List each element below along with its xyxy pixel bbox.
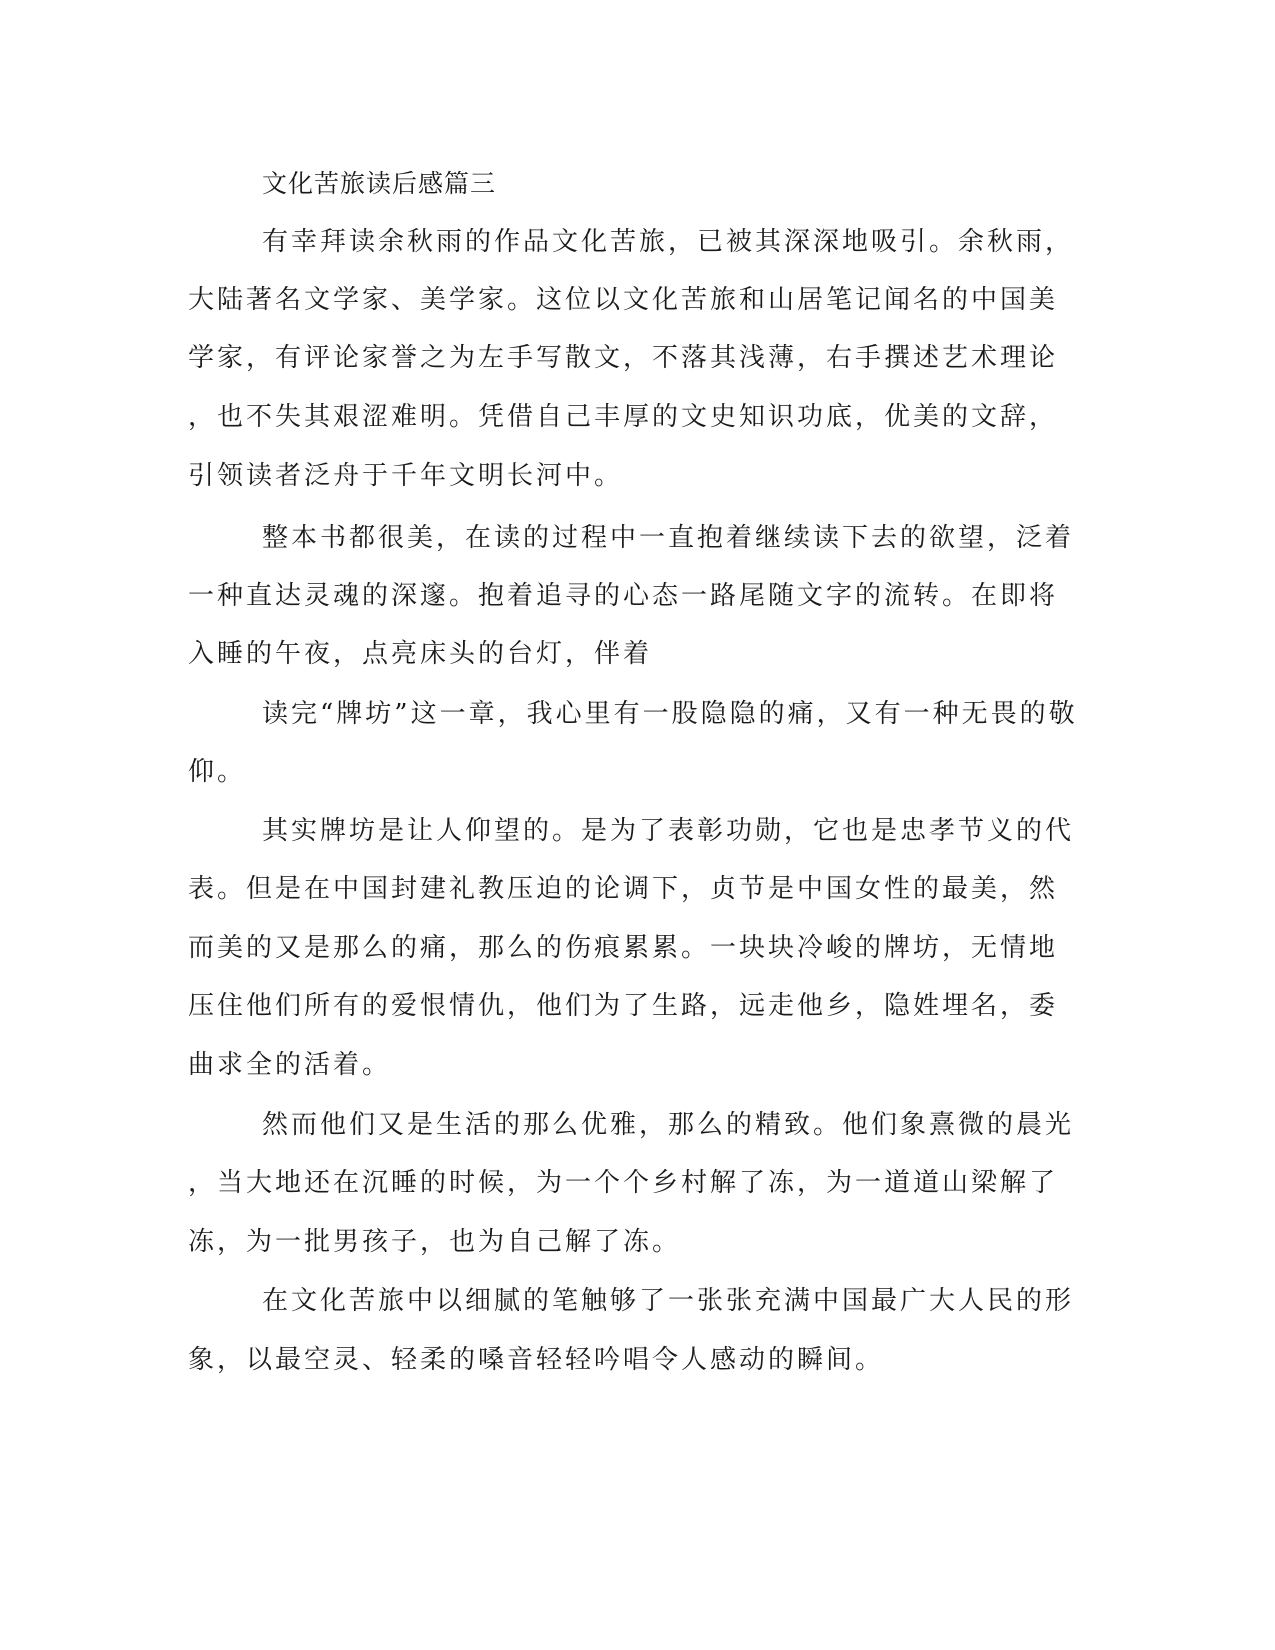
text-line: ，也不失其艰涩难明。凭借自己丰厚的文史知识功底，优美的文辞， [188, 402, 1059, 432]
text-line: 引领读者泛舟于千年文明长河中。 [188, 461, 624, 491]
text-line: 冻，为一批男孩子，也为自己解了冻。 [188, 1227, 682, 1257]
document-title: 文化苦旅读后感篇三 [262, 169, 497, 198]
text-line: 整本书都很美，在读的过程中一直抱着继续读下去的欲望，泛着 [262, 523, 1075, 553]
text-line: 一种直达灵魂的深邃。抱着追寻的心态一路尾随文字的流转。在即将 [188, 581, 1059, 611]
text-line: ，当大地还在沉睡的时候，为一个个乡村解了冻，为一道道山梁解了 [188, 1168, 1059, 1198]
text-line: 其实牌坊是让人仰望的。是为了表彰功勋，它也是忠孝节义的代 [262, 816, 1075, 846]
text-line: 学家，有评论家誉之为左手写散文，不落其浅薄，右手撰述艺术理论 [188, 343, 1059, 373]
text-line: 入睡的午夜，点亮床头的台灯，伴着 [188, 639, 653, 669]
text-line: 仰。 [188, 757, 247, 787]
text-line: 曲求全的活着。 [188, 1050, 392, 1080]
text-line: 大陆著名文学家、美学家。这位以文化苦旅和山居笔记闻名的中国美 [188, 285, 1059, 315]
text-line: 象，以最空灵、轻柔的嗓音轻轻吟唱令人感动的瞬间。 [188, 1345, 885, 1375]
text-line: 然而他们又是生活的那么优雅，那么的精致。他们象熹微的晨光 [262, 1110, 1075, 1140]
text-line: 有幸拜读余秋雨的作品文化苦旅，已被其深深地吸引。余秋雨， [262, 227, 1075, 257]
text-line: 压住他们所有的爱恨情仇，他们为了生路，远走他乡，隐姓埋名，委 [188, 991, 1059, 1021]
text-line: 表。但是在中国封建礼教压迫的论调下，贞节是中国女性的最美，然 [188, 874, 1059, 904]
text-line: 在文化苦旅中以细腻的笔触够了一张张充满中国最广大人民的形 [262, 1286, 1075, 1316]
text-line: 读完“牌坊”这一章，我心里有一股隐隐的痛，又有一种无畏的敬 [262, 699, 1078, 729]
text-line: 而美的又是那么的痛，那么的伤痕累累。一块块冷峻的牌坊，无情地 [188, 933, 1059, 963]
